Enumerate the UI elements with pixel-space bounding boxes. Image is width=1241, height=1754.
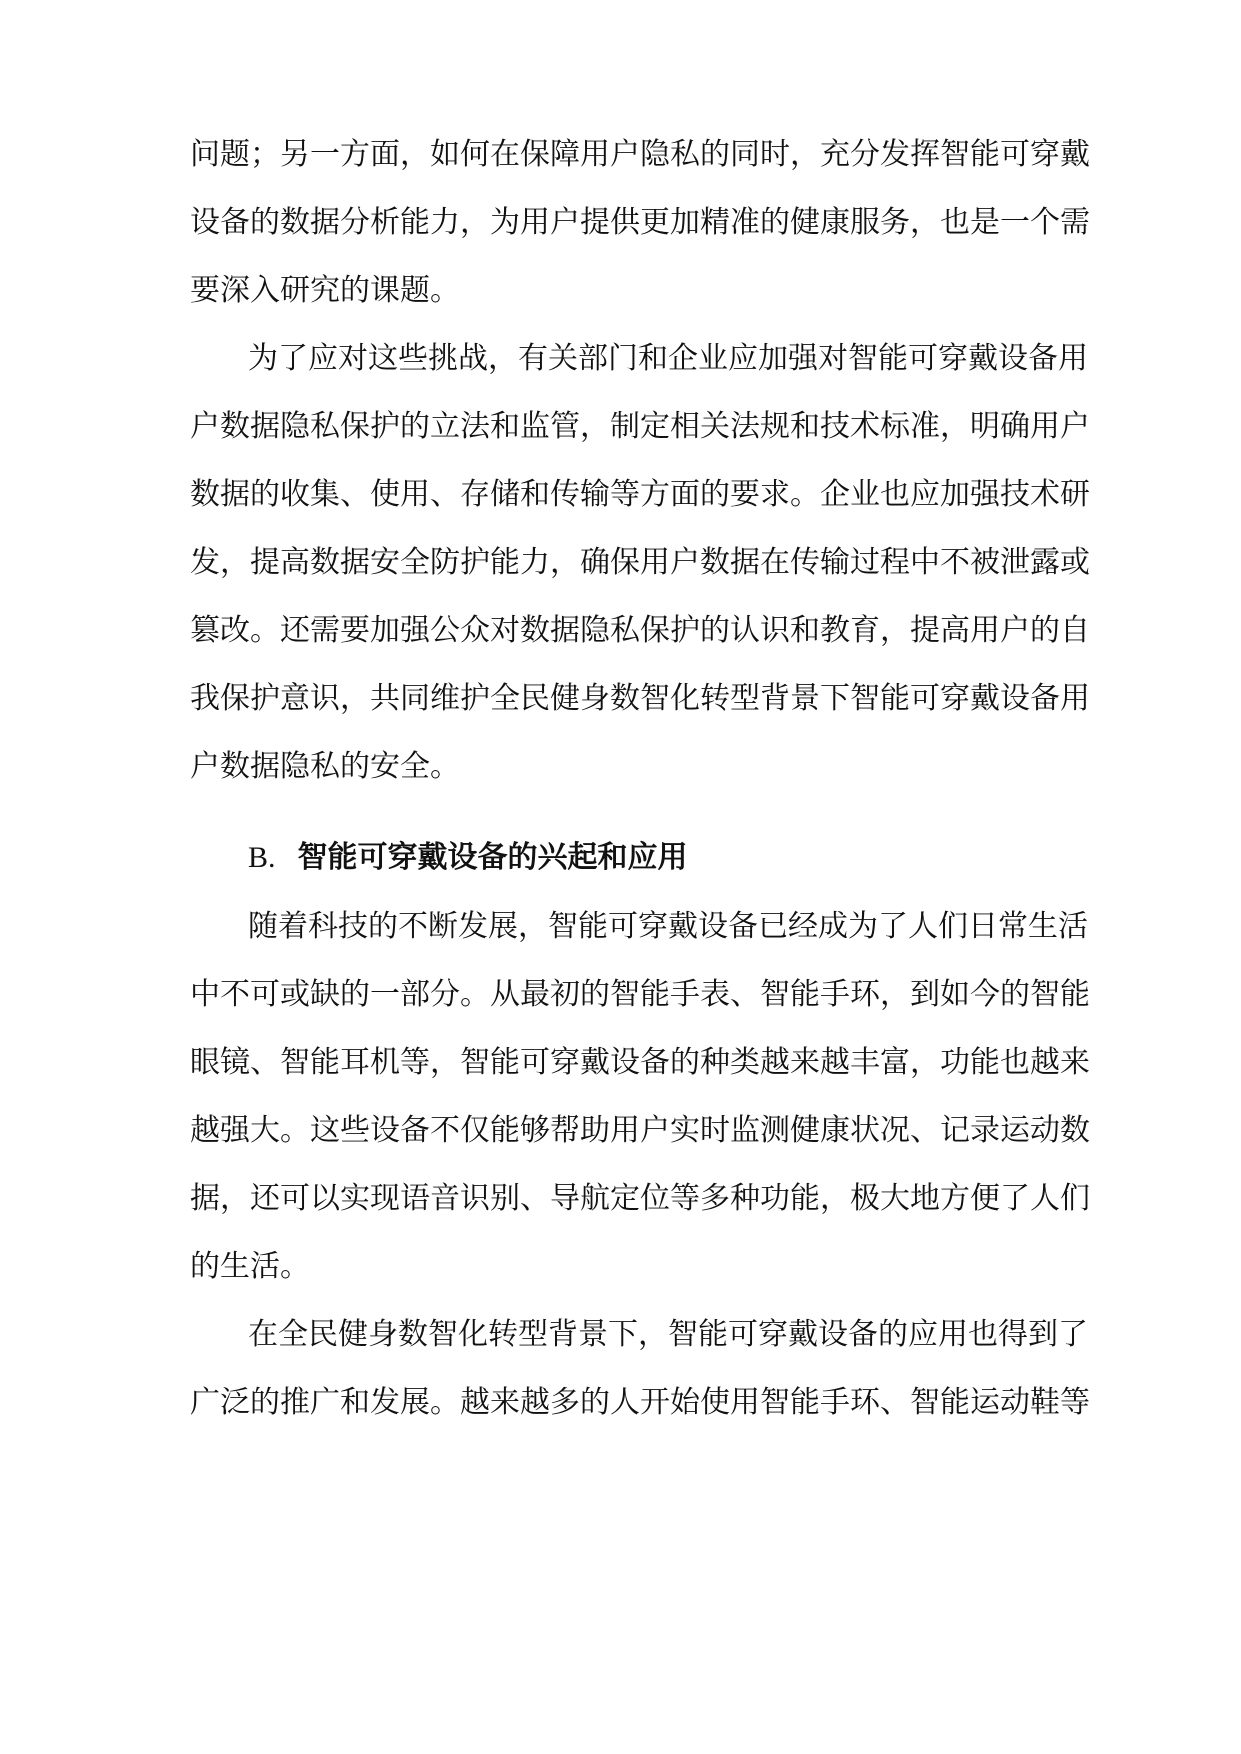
text-line: 眼镜、智能耳机等，智能可穿戴设备的种类越来越丰富，功能也越来 xyxy=(190,1045,1090,1080)
section-title: 智能可穿戴设备的兴起和应用 xyxy=(297,840,688,875)
text-line: 发，提高数据安全防护能力，确保用户数据在传输过程中不被泄露或 xyxy=(190,545,1090,580)
text-line: 广泛的推广和发展。越来越多的人开始使用智能手环、智能运动鞋等 xyxy=(190,1385,1090,1420)
text-line: 设备的数据分析能力，为用户提供更加精准的健康服务，也是一个需 xyxy=(190,205,1090,240)
text-line: 据，还可以实现语音识别、导航定位等多种功能，极大地方便了人们 xyxy=(190,1181,1090,1216)
text-line: 中不可或缺的一部分。从最初的智能手表、智能手环，到如今的智能 xyxy=(190,977,1090,1012)
text-line: 篡改。还需要加强公众对数据隐私保护的认识和教育，提高用户的自 xyxy=(190,613,1090,648)
text-line: 要深入研究的课题。 xyxy=(190,273,460,308)
text-line: 户数据隐私保护的立法和监管，制定相关法规和技术标准，明确用户 xyxy=(190,409,1090,444)
text-line: 为了应对这些挑战，有关部门和企业应加强对智能可穿戴设备用 xyxy=(248,341,1088,376)
text-line: 随着科技的不断发展，智能可穿戴设备已经成为了人们日常生活 xyxy=(248,909,1088,944)
text-line: 我保护意识，共同维护全民健身数智化转型背景下智能可穿戴设备用 xyxy=(190,681,1090,716)
text-line: 越强大。这些设备不仅能够帮助用户实时监测健康状况、记录运动数 xyxy=(190,1113,1090,1148)
section-number: B. xyxy=(248,841,276,874)
text-line: 问题；另一方面，如何在保障用户隐私的同时，充分发挥智能可穿戴 xyxy=(190,137,1090,172)
text-line: 的生活。 xyxy=(190,1249,310,1284)
section-heading xyxy=(248,836,948,880)
text-line: 户数据隐私的安全。 xyxy=(190,749,460,784)
text-line: 在全民健身数智化转型背景下，智能可穿戴设备的应用也得到了 xyxy=(248,1317,1088,1352)
text-line: 数据的收集、使用、存储和传输等方面的要求。企业也应加强技术研 xyxy=(190,477,1090,512)
